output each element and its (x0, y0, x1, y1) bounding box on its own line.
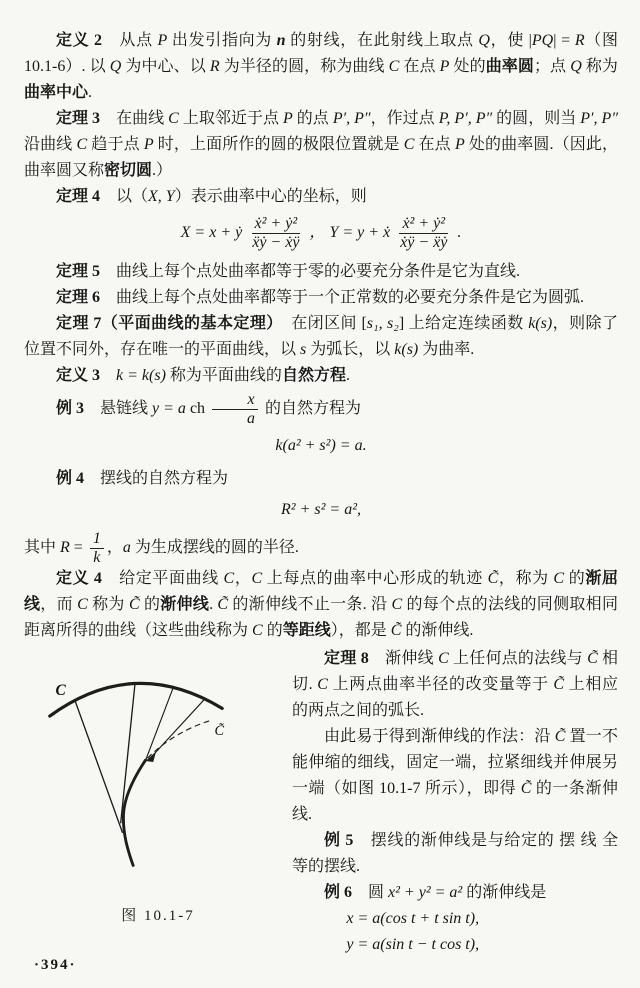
formula-involute-y: y = a(sin t − t cos t), (346, 936, 480, 954)
two-column-section (24, 646, 618, 958)
para-theorem-7: 定理 7（平面曲线的基本定理） 在闭区间 [s₁, s₂] 上给定连续函数 k(s)，则除了位置不同外，存在唯一的平面曲线，以 s 为弧长，以 k(s) 为曲率. (24, 314, 618, 358)
para-theorem-4: 定理 4 以（X, Y）表示曲率中心的坐标，则 (56, 188, 367, 205)
figure-column (24, 646, 292, 958)
formula-lhs-y: Y = y + ẋ (329, 224, 391, 242)
involute-construction-figure (38, 672, 278, 897)
fraction: $\frac{1}{k}$ (90, 530, 104, 567)
curve-c (50, 684, 222, 717)
normal-line-4 (150, 699, 205, 758)
label-c: C (55, 682, 66, 700)
para-definition-3: 定义 3 k = k(s) 称为平面曲线的自然方程. (56, 366, 350, 384)
para-theorem-5: 定理 5 曲线上每个点处曲率都等于零的必要充分条件是它为直线. (56, 262, 521, 280)
formula-cycloid: R² + s² = a², (281, 500, 361, 518)
para-definition-4: 定义 4 给定平面曲线 C，C 上每点的曲率中心形成的轨迹 C̃，称为 C 的渐屈线，而 C 称为 C̃ 的渐伸线. C̃ 的渐伸线不止一条. 沿 C 的每个点的法线的同侧取相同距离所得的曲线（这些曲线称为 C 的等距线），都是 C̃ 的渐伸线. (24, 570, 618, 640)
normal-line-3 (145, 688, 174, 764)
para-within: 其中 R = $\frac{1}{k}$ ，a 为生成摆线的圆的半径. (24, 529, 299, 566)
fraction: $\frac{\text{ẋ² + ẏ²}}{\text{ẍẏ − ẋÿ}}$ (252, 215, 300, 251)
curve-c-tilde (123, 761, 145, 866)
normal-line-2 (121, 684, 135, 824)
page-number: ·394· (34, 957, 77, 973)
para-example-4: 例 4 摆线的自然方程为 (56, 469, 229, 487)
para-theorem-8: 定理 8 渐伸线 C 上任何点的法线与 C̃ 相切. C 上两点曲率半径的改变量等于 C̃ 上相应的两点之间的弧长. (292, 650, 618, 720)
figure-caption: 图 10.1-7 (121, 908, 195, 925)
para-example-3: 例 3 悬链线 y = a ch $\frac{x}{a}$ 的自然方程为 (56, 390, 362, 427)
formula-curvature-center (24, 215, 618, 252)
para-theorem-6: 定理 6 曲线上每个点处曲率都等于一个正常数的必要充分条件是它为圆弧. (56, 288, 585, 306)
normal-line-1 (75, 700, 123, 833)
formula-tail: . (457, 224, 462, 242)
para-definition-2: 定义 2 从点 P 出发引指向为 n 的射线，在此射线上取点 Q，使 |PQ| = R（图 10.1-6）. 以 Q 为中心、以 R 为半径的圆，称为曲线 C 在点 P 处的曲率圆；点 Q 称为曲率中心. (24, 32, 618, 101)
formula-catenary: k(a² + s²) = a. (275, 436, 367, 454)
formula-involute-x: x = a(cos t + t sin t), (346, 910, 480, 928)
para-theorem-3: 定理 3 在曲线 C 上取邻近于点 P 的点 P′, P″，作过点 P, P′, P″ 的圆，则当 P′, P″ 沿曲线 C 趋于点 P 时，上面所作的圆的极限位置就是 C 在点 P 处的曲率圆.（因此，曲率圆又称密切圆.） (24, 110, 618, 179)
para-involute-construction: 由此易于得到渐伸线的作法：沿 C̃ 置一不能伸缩的细线，固定一端，拉紧细线并伸展另一端（如图 10.1-7 所示），即得 C̃ 的一条渐伸线. (292, 728, 618, 824)
para-example-5: 例 5 摆线的渐伸线是与给定的 摆 线 全等的摆线. (292, 832, 618, 876)
label-c-tilde: C̃ (214, 723, 225, 740)
formula-separator: ， (309, 224, 326, 242)
formula-lhs-x: X = x + ẏ (180, 224, 243, 242)
text-column (292, 646, 618, 958)
fraction: $\frac{x}{a}$ (212, 391, 258, 428)
figure-10-1-7 (24, 646, 292, 929)
fraction: $\frac{\text{ẋ² + ẏ²}}{\text{ẋÿ − ẍẏ}}$ (400, 215, 448, 251)
para-example-6: 例 6 圆 x² + y² = a² 的渐伸线是 (324, 884, 547, 902)
